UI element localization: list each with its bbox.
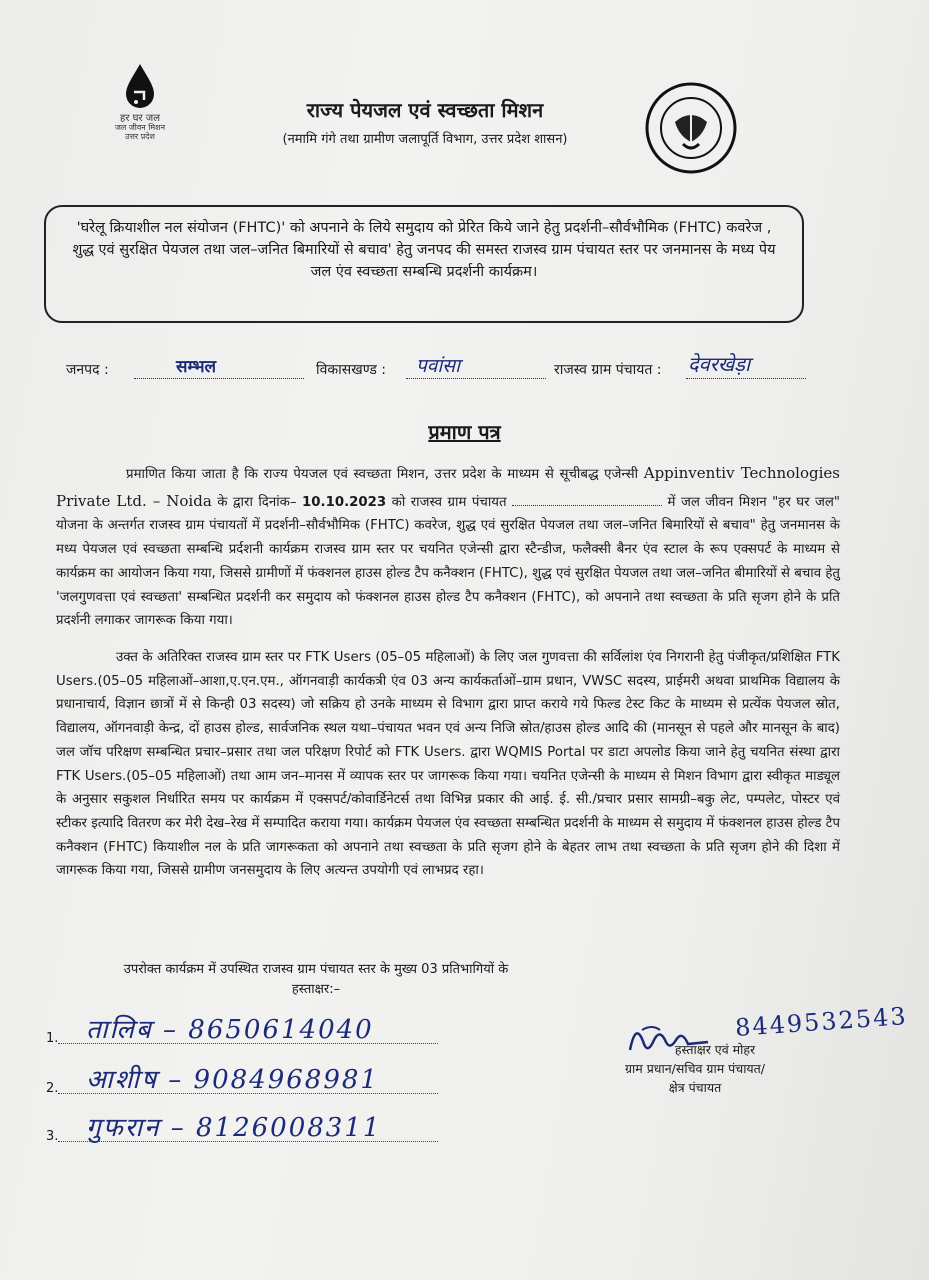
vikaskhand-value: पवांसा	[416, 355, 461, 377]
agency-name: Appinventiv Technologies Private Ltd. – Noida	[56, 464, 840, 510]
pradhan-designation: ग्राम प्रधान/सचिव ग्राम पंचायत/	[624, 1061, 766, 1076]
participant-signature-3	[46, 1108, 506, 1148]
location-fields	[66, 352, 826, 386]
participant-signature-2	[46, 1060, 506, 1100]
janpad-value: सम्भल	[176, 357, 217, 377]
logo-text-2: जल जीवन मिशन	[114, 123, 166, 132]
signatures-intro	[56, 960, 576, 1000]
para1-after-date: को राजस्व ग्राम पंचायत	[391, 494, 507, 510]
participant-3-signature: गुफरान – 8126008311	[86, 1113, 382, 1143]
certificate-paragraph-1	[56, 462, 840, 633]
participant-1-signature: तालिब – 8650614040	[86, 1015, 374, 1045]
department-subtitle: (नमामि गंगे तथा ग्रामीण जलापूर्ति विभाग, उत्तर प्रदेश शासन)	[282, 132, 568, 147]
kshetra-panchayat: क्षेत्र पंचायत	[668, 1080, 722, 1095]
gram-panchayat-label: राजस्व ग्राम पंचायत :	[554, 362, 662, 378]
logo-text-1: हर घर जल	[120, 113, 160, 124]
signature-number: 1.	[46, 1031, 59, 1046]
certificate-title: प्रमाण पत्र	[428, 420, 501, 444]
document-header	[215, 96, 635, 147]
har-ghar-jal-logo	[100, 62, 180, 141]
program-description: 'घरेलू क्रियाशील नल संयोजन (FHTC)' को अपनाने के लिये समुदाय को प्रेरित किये जाने हेतु प्रदर्शनी–सौर्वभौमिक (FHTC) कवरेज , शुद्ध एवं सुरक्षित पेयजल तथा जल–जनित बिमारियों से बचाव' हेतु जनपद की समस्त राजस्व ग्राम पंचायत स्तर पर जनमानस के मध्य पेय जल एंव स्वच्छता सम्बन्धि प्रदर्शनी कार्यक्रम।	[72, 220, 776, 280]
gram-panchayat-value: देवरखेड़ा	[688, 352, 751, 376]
janpad-dotted-line	[134, 360, 304, 379]
water-drop-icon	[122, 62, 158, 110]
para1-body: में जल जीवन मिशन "हर घर जल" योजना के अन्तर्गत राजस्व ग्राम पंचायतों में प्रदर्शनी–सौर्वभौमिक (FHTC) कवरेज, शुद्ध एवं सुरक्षित पेयजल तथा जल–जनित बिमारियों से बचाव" हेतु जनमानस के मध्य पेयजल एवं स्वच्छता सम्बन्धि प्रर्दशनी कार्यक्रम राजस्व ग्राम स्तर पर चयनित एजेन्सी द्वारा स्टैन्डीज, फलैक्सी बैनर एंव स्टाल के रूप एक्सपर्ट के माध्यम से कार्यक्रम का आयोजन किया गया, जिससे ग्रामीणों में फंक्शनल हाउस होल्ड टैप कनैक्शन (FHTC), शुद्ध एवं सुरक्षित पेयजल तथा जल–जनित बीमारियों से बचाव हेतु 'जलगुणवत्ता एवं स्वच्छता' सम्बन्धित प्रदर्शनी कर समुदाय को फंक्शनल हाउस होल्ड टैप कनैक्शन (FHTC), को अपनाने तथा स्वच्छता के प्रति सृजग होने के प्रति प्रदर्शनी लगाकर जागरूक किया गया।	[56, 494, 840, 629]
para1-intro: प्रमाणित किया जाता है कि राज्य पेयजल एवं स्वच्छता मिशन, उत्तर प्रदेश के माध्यम से सूचीबद्ध एजेन्सी	[126, 467, 639, 482]
janpad-label: जनपद :	[66, 362, 109, 378]
certificate-paragraph-2: उक्त के अतिरिक्त राजस्व ग्राम स्तर पर FTK Users (05–05 महिलाओं) के लिए जल गुणवत्ता की सर्विलांश एंव निगरानी हेतु पंजीकृत/प्रशिक्षित FTK Users.(05–05 महिलाओं–आशा,ए.एन.एम., ऑगनवाड़ी कार्यकत्री एंव 03 अन्य कार्यकर्ताओं–ग्राम प्रधान, VWSC सदस्य, प्राईमरी अथवा प्राथमिक विद्यालय के प्रधानाचार्य, विज्ञान छात्रों में से किन्ही 03 सदस्य) जो सक्रिय हो उनके माध्यम से विभाग द्वारा प्राप्त कराये गये फिल्ड टेस्ट किट के माध्यम से प्रत्येंक पेयजल स्रोत, विद्यालय, ऑगनवाड़ी केन्द्र, दों हाउस होल्ड, सार्वजनिक स्थल यथा–पंचायत भवन एवं अन्य निजि स्रोत/हाउस होल्ड आदि की (मानसून से पहले और मानसून के बाद) जल जॉच परिक्षण सम्बन्धित प्रचार–प्रसार तथा जल परिक्षण रिपोर्ट को FTK Users. द्वारा WQMIS Portal पर डाटा अपलोड किया जाने हेतु चयनित संस्था द्वारा FTK Users.(05–05 महिलाओं) तथा आम जन–मानस में व्यापक स्तर पर जागरूक किया गया। चयनित एजेन्सी के माध्यम से मिशन विभाग द्वारा स्वीकृत माड्यूल के अनुसार सकुशल निर्धारित समय पर कार्यक्रम में एक्सपर्ट/कोवार्डिनेटर्स तथा विभिन्न प्रकार की आई. ई. सी./प्रचार प्रसार सामग्री–बकु लेट, पम्पलेट, पोस्टर एवं स्टीकर इत्यादि वितरण कर मेरी देख–रेख में सम्पादित कराया गया। कार्यक्रम पेयजल एंव स्वच्छता सम्बन्धित प्रदर्शनी के माध्यम से समुदाय में फंक्शनल हाउस होल्ड टैप कनैक्शन (FHTC) कियाशील नल के प्रति जागरूकता को अपनाने तथा स्वच्छता के प्रति सृजग होने के बेहतर लाभ तथा स्वच्छता के प्रति सृजग होने की दिशा में जागरूक किया गया, जिससे ग्रामीण जनसमुदाय के लिए अत्यन्त उपयोगी एवं लाभप्रद रहा।	[56, 650, 840, 879]
pradhan-phone-number: 8449532543	[734, 1002, 909, 1042]
up-government-emblem-icon	[645, 82, 737, 174]
logo-text-3: उत्तर प्रदेश	[125, 132, 155, 141]
signatures-intro-line2: हस्ताक्षर:–	[291, 982, 341, 997]
participant-signature-1	[46, 1010, 506, 1050]
panchayat-dotted-line	[512, 487, 662, 506]
pradhan-signature-block	[580, 1040, 810, 1097]
department-title: राज्य पेयजल एवं स्वच्छता मिशन	[306, 98, 544, 122]
program-description-box	[44, 205, 804, 323]
signature-number: 3.	[46, 1129, 59, 1144]
signature-seal-label: हस्ताक्षर एवं मोहर	[674, 1042, 756, 1057]
participant-2-signature: आशीष – 9084968981	[86, 1065, 379, 1095]
signature-number: 2.	[46, 1081, 59, 1096]
program-date: 10.10.2023	[302, 494, 387, 510]
vikaskhand-label: विकासखण्ड :	[316, 362, 387, 378]
date-label: के द्वारा दिनांक–	[217, 494, 297, 510]
signatures-intro-line1: उपरोक्त कार्यक्रम में उपस्थित राजस्व ग्राम पंचायत स्तर के मुख्य 03 प्रतिभागियों के	[123, 962, 509, 977]
